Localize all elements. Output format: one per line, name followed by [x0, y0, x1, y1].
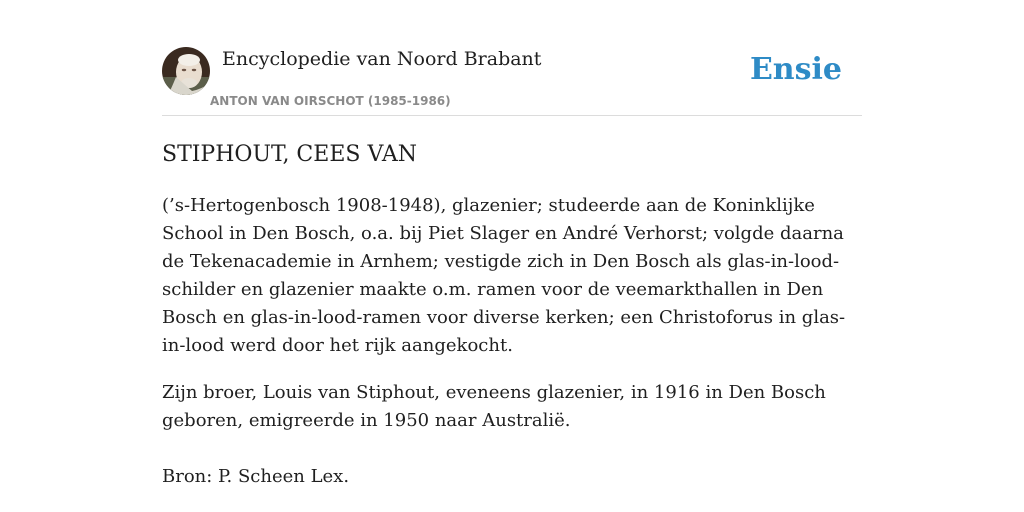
article-title: STIPHOUT, CEES VAN: [162, 142, 417, 167]
author-name[interactable]: ANTON VAN OIRSCHOT (1985-1986): [210, 94, 451, 108]
ensie-logo[interactable]: Ensie: [749, 52, 842, 87]
article-paragraph: Zijn broer, Louis van Stiphout, eveneens glazenier, in 1916 in Den Bosch geboren, emigreerde in 1950 naar Australië.: [162, 382, 826, 431]
author-portrait-icon: [162, 47, 210, 95]
source-note: Bron: P. Scheen Lex.: [162, 466, 350, 487]
source-header: [162, 44, 862, 116]
article-paragraph: (’s-Hertogenbosch 1908-1948), glazenier; studeerde aan de Koninklijke School in Den Bosch, o.a. bij Piet Slager en André Verhorst; volgde daarna de Tekenacademie in Arnhem; vestigde zich in Den Bosch als glas-in-lood-schilder en glazenier maakte o.m. ramen voor de veemarkthallen in Den Bosch en glas-in-lood-ramen voor diverse kerken; een Christoforus in glas-in-lood werd door het rijk aangekocht.: [162, 195, 846, 356]
source-title[interactable]: Encyclopedie van Noord Brabant: [222, 48, 542, 70]
article: [162, 138, 862, 491]
author-avatar-icon: [162, 47, 210, 95]
